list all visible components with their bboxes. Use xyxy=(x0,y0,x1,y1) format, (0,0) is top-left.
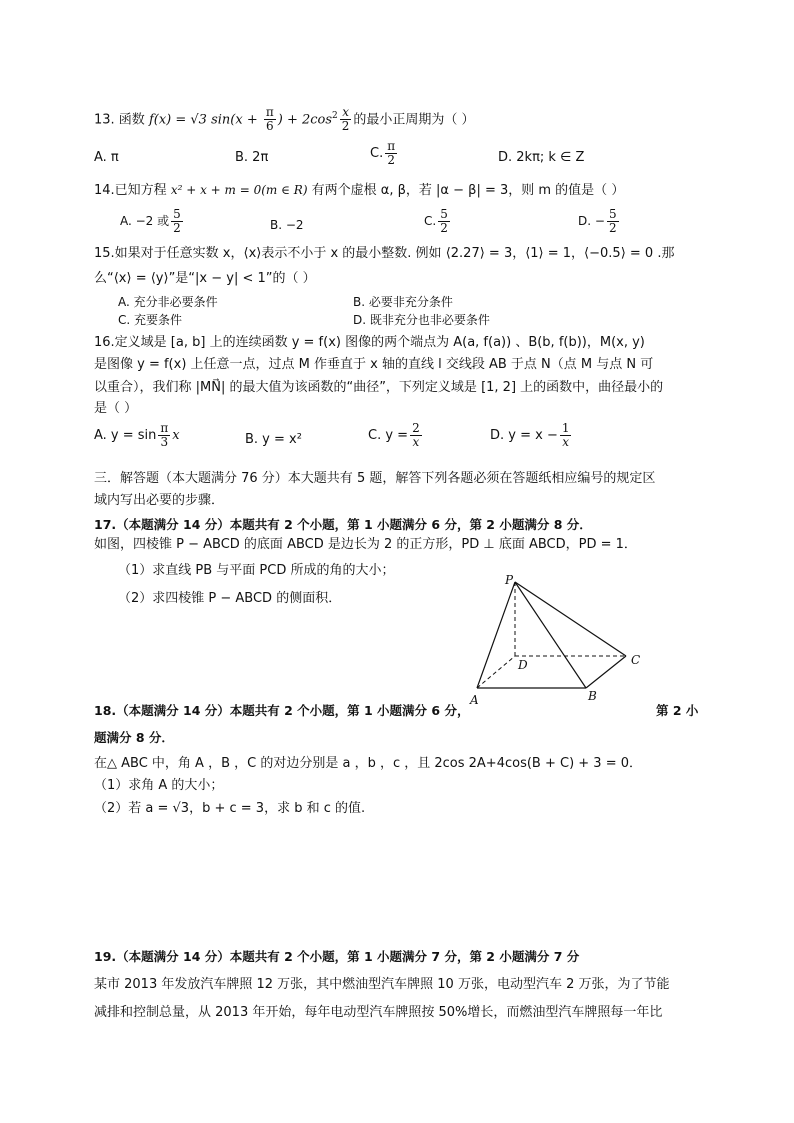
q13-stem-tail: 的最小正周期为（ ） xyxy=(353,112,475,128)
q15-option-a: A. 充分非必要条件 xyxy=(118,295,218,309)
q14-option-d: D. − $\frac{5}{2}$ xyxy=(578,207,617,235)
q13-option-a: A. π xyxy=(94,150,119,165)
q16-option-a: A. y = sin $\frac{\pi}{3}$ x xyxy=(94,421,180,449)
q19-line-2: 减排和控制总量，从 2013 年开始，每年电动型汽车牌照按 50%增长，而燃油型汽车牌照每一年比 xyxy=(94,1005,663,1020)
q16-option-d: D. y = x − $\frac{1}{x}$ xyxy=(490,421,570,449)
q18-subquestion-2: （2）若 a = √3，b + c = 3，求 b 和 c 的值. xyxy=(94,801,366,816)
q16-option-b: B. y = x² xyxy=(245,432,302,447)
q19-header: 19.（本题满分 14 分）本题共有 2 个小题，第 1 小题满分 7 分，第 2 小题满分 7 分 xyxy=(94,949,580,964)
q18-stem: 在△ ABC 中，角 A ，B ，C 的对边分别是 a ，b ，c ，且 2cos 2A+4cos(B + C) + 3 = 0． xyxy=(94,756,642,771)
q14-option-c: C. $\frac{5}{2}$ xyxy=(424,207,448,235)
q17-subquestion-1: （1）求直线 PB 与平面 PCD 所成的角的大小； xyxy=(118,563,395,578)
q16-line-4: 是（ ） xyxy=(94,401,138,416)
q18-header-continued: 第 2 小 xyxy=(656,703,699,718)
q14-option-b: B. −2 xyxy=(270,218,304,232)
section-3-heading-line-1: 三．解答题（本大题满分 76 分）本大题共有 5 题，解答下列各题必须在答题纸相应编号的规定区 xyxy=(94,471,656,486)
q15-option-c: C. 充要条件 xyxy=(118,313,183,327)
vertex-label-d: D xyxy=(518,658,528,672)
q13-option-c: C. $\frac{\pi}{2}$ xyxy=(370,139,396,167)
edge-pb xyxy=(515,582,586,688)
section-3-heading-line-2: 域内写出必要的步骤． xyxy=(94,493,225,508)
q15-option-d: D. 既非充分也非必要条件 xyxy=(353,313,490,327)
q13-formula-b: ) + 2cos xyxy=(277,112,333,128)
q13-formula-a: f(x) = √3 sin(x + xyxy=(148,112,262,128)
q19-line-1: 某市 2013 年发放汽车牌照 12 万张，其中燃油型汽车牌照 10 万张，电动型汽车 2 万张，为了节能 xyxy=(94,977,670,992)
vertex-label-b: B xyxy=(588,689,597,703)
q15-line-2: 么“⟨x⟩ = ⟨y⟩”是“|x − y| < 1”的（ ） xyxy=(94,271,316,286)
q14-stem: 14.已知方程 x² + x + m = 0(m ∈ R) 有两个虚根 α, β，若 |α − β| = 3，则 m 的值是（ ） xyxy=(94,183,625,198)
vertex-label-a: A xyxy=(470,693,479,707)
vertex-label-p: P xyxy=(505,573,514,587)
q17-subquestion-2: （2）求四棱锥 P − ABCD 的侧面积． xyxy=(118,591,342,606)
q16-option-c: C. y = $\frac{2}{x}$ xyxy=(368,421,420,449)
q16-line-1: 16.定义域是 [a, b] 上的连续函数 y = f(x) 图像的两个端点为 A(a, f(a)) 、B(b, f(b))，M(x, y) xyxy=(94,335,645,350)
q17-header: 17.（本题满分 14 分）本题共有 2 个小题，第 1 小题满分 6 分，第 2 小题满分 8 分． xyxy=(94,517,592,532)
q18-header-wrap: 题满分 8 分． xyxy=(94,730,174,745)
q13-stem-lead: 13. 函数 xyxy=(94,112,149,128)
q13-fraction-pi-6: $\frac{\pi}{6}$ xyxy=(265,105,274,134)
q13-fraction-x-2: $\frac{x}{2}$ xyxy=(341,105,350,134)
q15-option-b: B. 必要非充分条件 xyxy=(353,295,453,309)
vertex-label-c: C xyxy=(631,653,641,667)
q17-stem: 如图，四棱锥 P − ABCD 的底面 ABCD 是边长为 2 的正方形，PD ⊥ 底面 ABCD，PD = 1． xyxy=(94,537,637,552)
q13-option-c-fraction: $\frac{\pi}{2}$ xyxy=(387,139,396,167)
q18-header: 18.（本题满分 14 分）本题共有 2 个小题，第 1 小题满分 6 分， xyxy=(94,703,470,718)
q16-line-3: 以重合），我们称 |MN⃗| 的最大值为该函数的“曲径”，下列定义域是 [1, 2] 上的函数中，曲径最小的 xyxy=(94,380,664,395)
q13-option-b: B. 2π xyxy=(235,150,269,165)
q13-stem: 13. 函数 f(x) = √3 sin(x + $\frac{\pi}{6}$ ) + $2\cos^2$ $\frac{x}{2}$ 的最小正周期为（ ） xyxy=(94,105,475,134)
edge-pc xyxy=(515,582,626,656)
q14-formula: x² + x + m = 0(m ∈ R) xyxy=(170,183,308,197)
q16-line-2: 是图像 y = f(x) 上任意一点，过点 M 作垂直于 x 轴的直线 l 交线段 AB 于点 N（点 M 与点 N 可 xyxy=(94,357,654,372)
edge-bc xyxy=(586,656,626,688)
q13-option-d: D. 2kπ; k ∈ Z xyxy=(498,150,585,165)
q14-option-a: A. −2 或 $\frac{5}{2}$ xyxy=(120,207,181,235)
pyramid-figure xyxy=(460,572,660,712)
q18-subquestion-1: （1）求角 A 的大小； xyxy=(94,778,224,793)
q15-line-1: 15.如果对于任意实数 x，⟨x⟩表示不小于 x 的最小整数. 例如 ⟨2.27⟩ = 3，⟨1⟩ = 1，⟨−0.5⟩ = 0 .那 xyxy=(94,246,675,261)
